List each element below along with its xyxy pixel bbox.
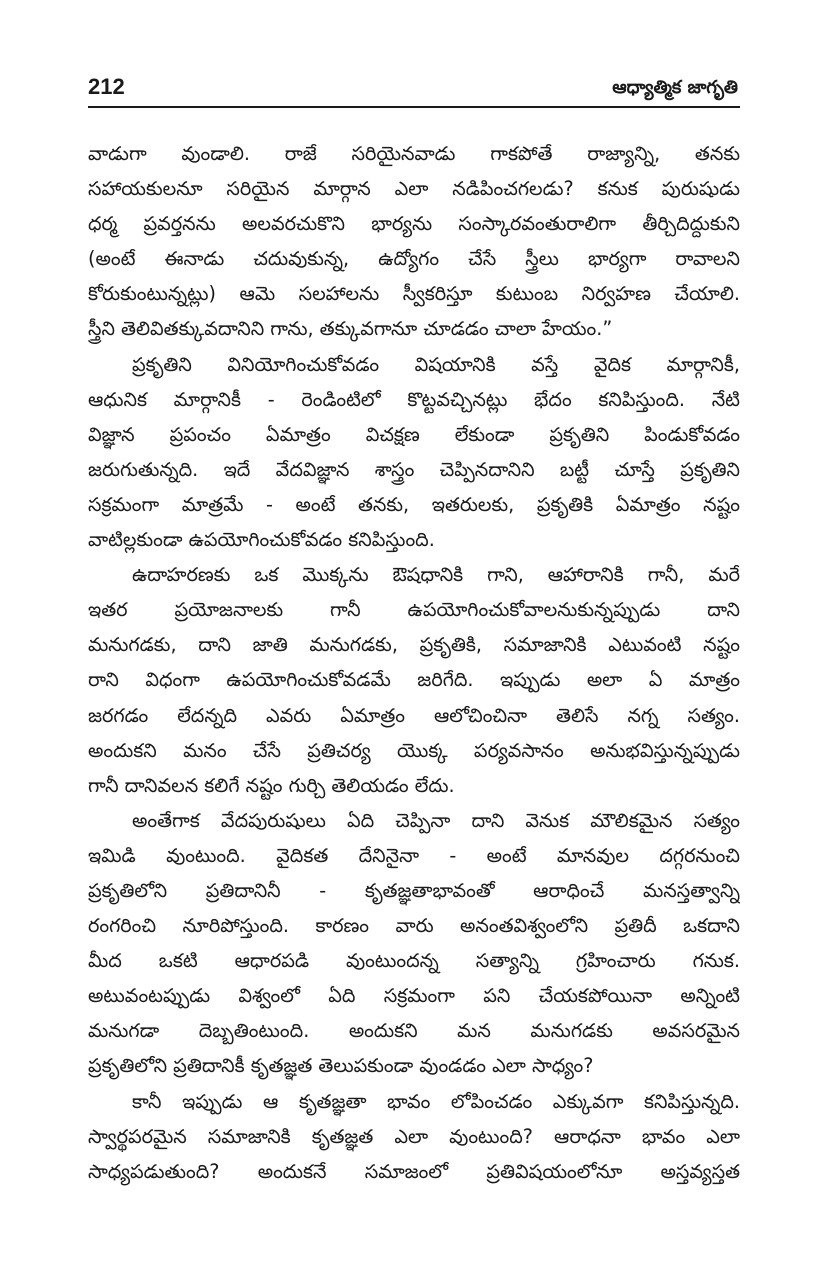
text-line: ప్రకృతిలోని ప్రతిదానినీ - కృతజ్ఞతాభావంతో ఆరాధించే మనస్తత్వాన్ని <box>88 878 740 902</box>
paragraph <box>88 347 740 558</box>
text-line: అందుకని మనం చేసే ప్రతిచర్య యొక్క పర్యవసానం అనుభవిస్తున్నప్పుడు <box>88 738 740 762</box>
text-line: కోరుకుంటున్నట్లు) ఆమె సలహాలను స్వీకరిస్తూ కుటుంబ నిర్వహణ చేయాలి. <box>88 282 740 306</box>
text-line: అంతేగాక వేదపురుషులు ఏది చెప్పినా దాని వెనుక మౌలికమైన సత్యం <box>132 808 740 832</box>
text-line: మనుగడా దెబ్బతింటుంది. అందుకని మన మనుగడకు అవసరమైన <box>88 1019 740 1043</box>
text-line: మీద ఒకటి ఆధారపడి వుంటుందన్న సత్యాన్ని గ్రహించారు గనుక. <box>88 949 740 973</box>
text-line: ఇతర ప్రయోజనాలకు గానీ ఉపయోగించుకోవాలనుకున్నప్పుడు దాని <box>88 598 740 622</box>
text-line: ధర్మ ప్రవర్తనను అలవరచుకొని భార్యను సంస్కారవంతురాలిగా తీర్చిదిద్దుకుని <box>88 212 740 236</box>
text-line: సక్రమంగా మాత్రమే - అంటే తనకు, ఇతరులకు, ప్రకృతికి ఏమాత్రం నష్టం <box>88 492 740 516</box>
text-line: కానీ ఇప్పుడు ఆ కృతజ్ఞతా భావం లోపించడం ఎక్కువగా కనిపిస్తున్నది. <box>132 1089 740 1113</box>
text-line: స్వార్థపరమైన సమాజానికి కృతజ్ఞత ఎలా వుంటుంది? ఆరాధనా భావం ఎలా <box>88 1124 740 1148</box>
paragraph <box>88 803 740 1084</box>
text-line: ప్రకృతిలోని ప్రతిదానికీ కృతజ్ఞత తెలుపకుండా వుండడం ఎలా సాధ్యం? <box>88 1054 594 1078</box>
text-line: వాడుగా వుండాలి. రాజే సరియైనవాడు గాకపోతే రాజ్యాన్ని, తనకు <box>88 142 740 165</box>
running-head <box>88 74 738 104</box>
paragraph <box>88 1084 740 1189</box>
text-line: ఉదాహరణకు ఒక మొక్కను ఔషధానికి గాని, ఆహారానికి గానీ, మరే <box>132 563 740 587</box>
body-text <box>88 136 740 1189</box>
text-line: రంగరించి నూరిపోస్తుంది. కారణం వారు అనంతవిశ్వంలోని ప్రతిదీ ఒకదాని <box>88 914 740 938</box>
text-line: సాధ్యపడుతుంది? అందుకనే సమాజంలో ప్రతివిషయంలోనూ అస్తవ్యస్తత <box>88 1159 740 1183</box>
text-line: విజ్ఞాన ప్రపంచం ఏమాత్రం విచక్షణ లేకుండా ప్రకృతిని పిండుకోవడం <box>88 422 740 446</box>
text-line: ఇమిడి వుంటుంది. వైదికత దేనినైనా - అంటే మానవుల దగ్గరనుంచి <box>88 843 740 867</box>
text-line: జరుగుతున్నది. ఇదే వేదవిజ్ఞాన శాస్త్రం చెప్పినదానిని బట్టీ చూస్తే ప్రకృతిని <box>88 457 740 481</box>
text-line: స్త్రీని తెలివితక్కువదానిని గాను, తక్కువగానూ చూడడం చాలా హేయం.” <box>88 317 613 341</box>
text-line: మనుగడకు, దాని జాతి మనుగడకు, ప్రకృతికి, సమాజానికి ఎటువంటి నష్టం <box>88 633 740 657</box>
page-number: 212 <box>88 74 125 99</box>
text-line: ఆధునిక మార్గానికీ - రెండింటిలో కొట్టవచ్చినట్లు భేదం కనిపిస్తుంది. నేటి <box>88 387 740 411</box>
text-line: ప్రకృతిని వినియోగించుకోవడం విషయానికి వస్తే వైదిక మార్గానికీ, <box>132 352 740 376</box>
paragraph <box>88 557 740 803</box>
running-title: ఆధ్యాత్మిక జాగృతి <box>612 77 738 98</box>
text-line: వాటిల్లకుండా ఉపయోగించుకోవడం కనిపిస్తుంది. <box>88 528 435 552</box>
text-line: గానీ దానివలన కలిగే నష్టం గుర్చి తెలియడం లేదు. <box>88 773 455 797</box>
text-line: అటువంటప్పుడు విశ్వంలో ఏది సక్రమంగా పని చేయకపోయినా అన్నింటి <box>88 984 740 1008</box>
text-line: (అంటే ఈనాడు చదువుకున్న, ఉద్యోగం చేసే స్త్రీలు భార్యగా రావాలని <box>88 247 740 271</box>
text-line: సహాయకులనూ సరియైన మార్గాన ఎలా నడిపించగలడు? కనుక పురుషుడు <box>88 177 740 201</box>
header-rule <box>88 106 740 108</box>
text-line: జరగడం లేదన్నది ఎవరు ఏమాత్రం ఆలోచించినా తెలిసే నగ్న సత్యం. <box>88 703 740 727</box>
text-line: రాని విధంగా ఉపయోగించుకోవడమే జరిగేది. ఇప్పుడు అలా ఏ మాత్రం <box>88 668 740 692</box>
paragraph <box>88 136 740 347</box>
